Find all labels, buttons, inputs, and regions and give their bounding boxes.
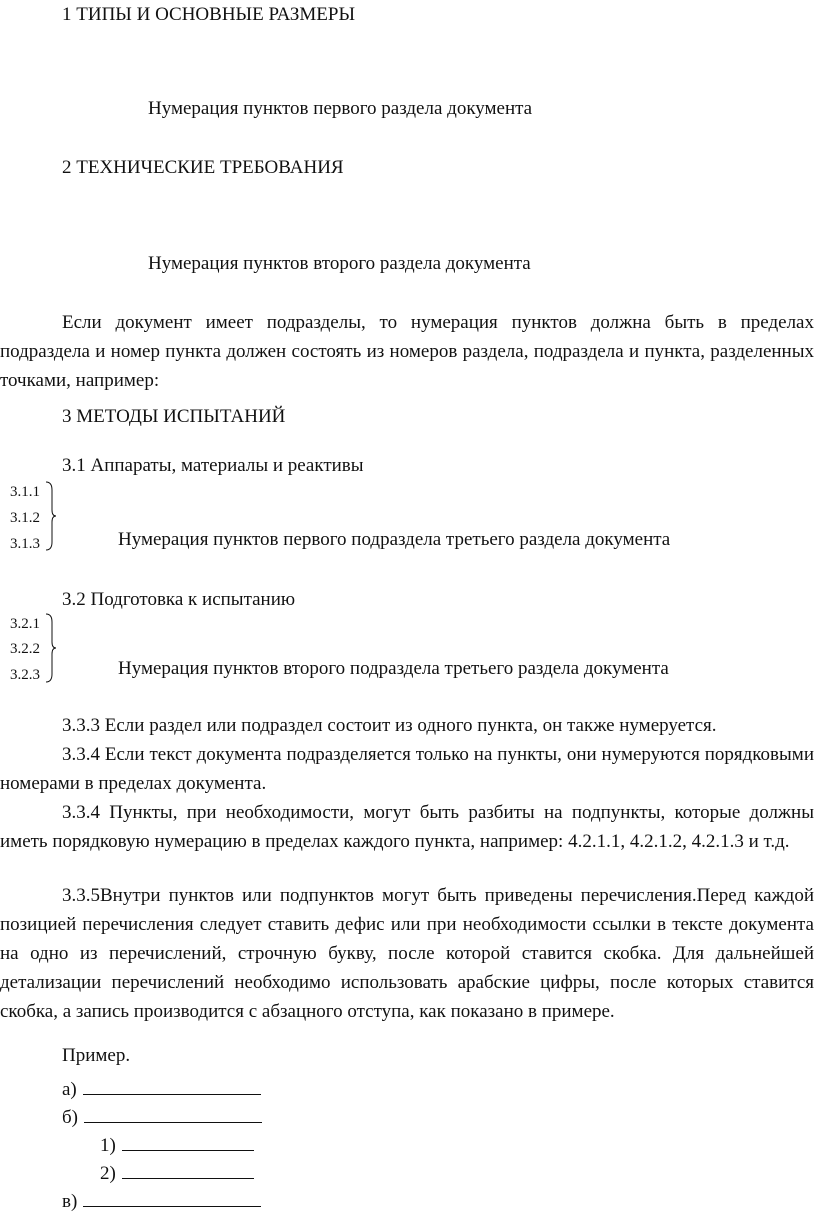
section-2-title: 2 ТЕХНИЧЕСКИЕ ТРЕБОВАНИЯ [62, 157, 344, 178]
paragraph-subsections: Если документ имеет подразделы, то нумерация пунктов должна быть в пределах подраздела и номер пункта должен состоять из номеров раздела, подраздела и пункта, разделенных точками, например: [0, 312, 814, 391]
subsection-3-1-caption: Нумерация пунктов первого подраздела третьего раздела документа [118, 529, 671, 550]
example-item-b1 [100, 1132, 254, 1159]
example-item-b2-label: 2) [100, 1163, 116, 1184]
example-item-v-label: в) [62, 1191, 78, 1212]
paragraph-3-3-4-a: 3.3.4 Если текст документа подразделяется только на пункты, они нумеруются порядковыми номерами в пределах документа. [0, 744, 814, 794]
blank-line [83, 1188, 261, 1207]
blank-line [84, 1104, 262, 1123]
item-3-1-3: 3.1.3 [10, 536, 40, 552]
section-3-title: 3 МЕТОДЫ ИСПЫТАНИЙ [62, 406, 286, 427]
paragraph-3-3-4-b: 3.3.4 Пункты, при необходимости, могут быть разбиты на подпункты, которые должны иметь порядковую нумерацию в пределах каждого пункта, например: 4.2.1.1, 4.2.1.2, 4.2.1.3 и т.д. [0, 802, 814, 852]
example-item-b2 [100, 1160, 254, 1187]
blank-line [83, 1076, 261, 1095]
item-3-2-3: 3.2.3 [10, 667, 40, 683]
subsection-3-1-title: 3.1 Аппараты, материалы и реактивы [62, 455, 364, 476]
paragraph-3-3-5: 3.3.5Внутри пунктов или подпунктов могут быть приведены перечисления.Перед каждой позицией перечисления следует ставить дефис или при необходимости ссылки в тексте документа на одно из перечислений, строчную букву, после которой ставится скобка. Для дальнейшей детализации перечислений необходимо использовать арабские цифры, после которых ставится скобка, а запись производится с абзацного отступа, как показано в примере. [0, 885, 814, 1022]
example-item-v [62, 1188, 261, 1215]
blank-line [122, 1160, 254, 1179]
example-item-b [62, 1104, 262, 1131]
item-3-2-1: 3.2.1 [10, 616, 40, 632]
example-title: Пример. [62, 1045, 131, 1066]
example-item-a [62, 1076, 261, 1103]
brace-3-2 [44, 612, 58, 684]
example-item-a-label: а) [62, 1079, 77, 1100]
example-item-b1-label: 1) [100, 1135, 116, 1156]
subsection-3-2-caption: Нумерация пунктов второго подраздела третьего раздела документа [118, 658, 669, 679]
subsection-3-2-title: 3.2 Подготовка к испытанию [62, 589, 296, 610]
item-3-1-1: 3.1.1 [10, 484, 40, 500]
paragraph-3-3-3: 3.3.3 Если раздел или подраздел состоит из одного пункта, он также нумеруется. [62, 715, 717, 736]
item-3-2-2: 3.2.2 [10, 641, 40, 657]
section-1-caption: Нумерация пунктов первого раздела документа [148, 98, 533, 119]
section-2-caption: Нумерация пунктов второго раздела документа [148, 253, 531, 274]
section-1-title: 1 ТИПЫ И ОСНОВНЫЕ РАЗМЕРЫ [62, 4, 356, 25]
blank-line [122, 1132, 254, 1151]
item-3-1-2: 3.1.2 [10, 510, 40, 526]
brace-3-1 [44, 480, 58, 552]
example-item-b-label: б) [62, 1107, 78, 1128]
